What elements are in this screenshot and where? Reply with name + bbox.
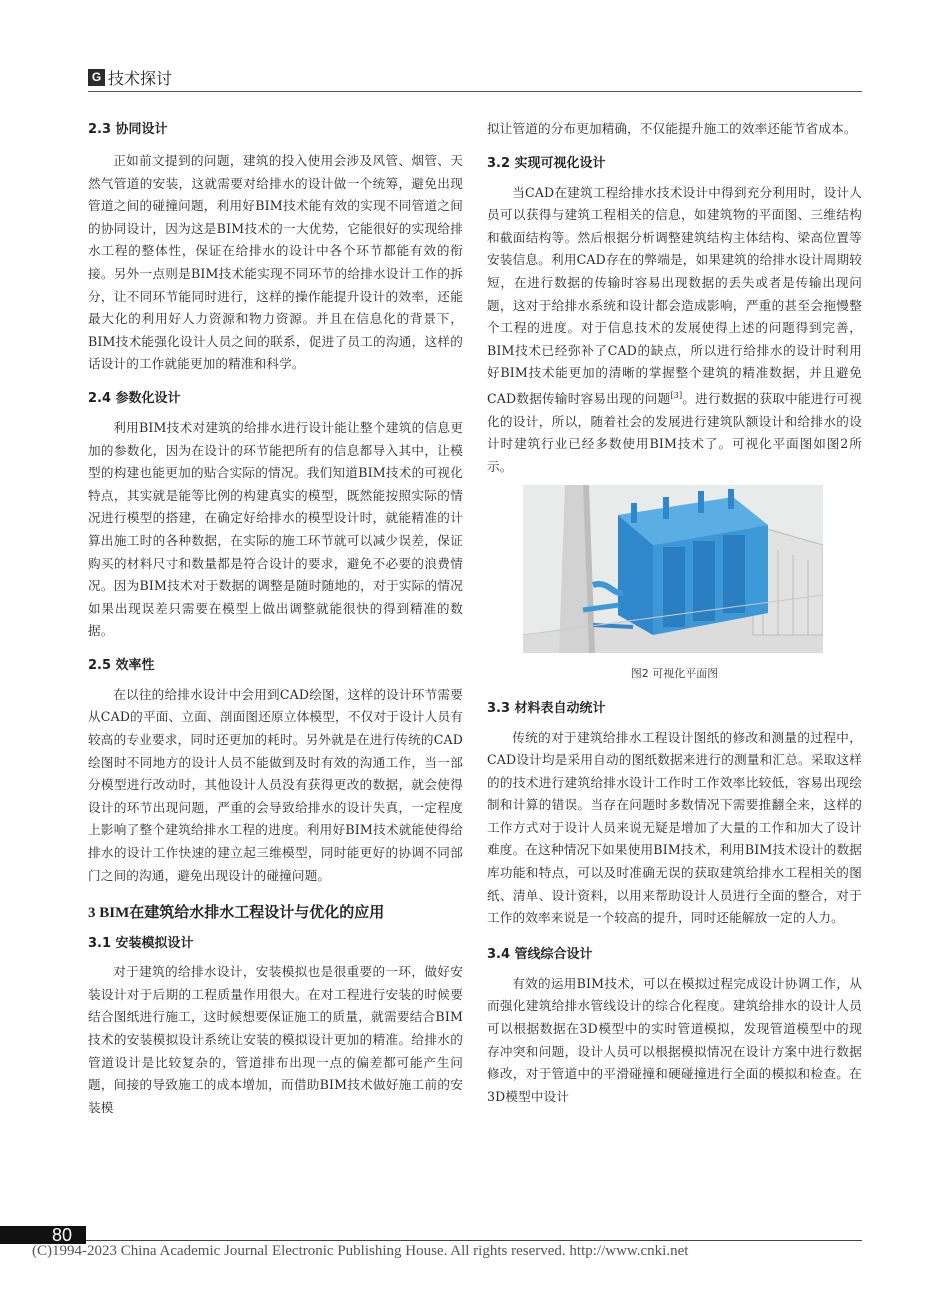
right-column: [487, 118, 862, 1108]
section-3-1-paragraph: 对于建筑的给排水设计，安装模拟也是很重要的一环，做好安装设计对于后期的工程质量作用很大。在对工程进行安装的时候要结合图纸进行施工，这时候想要保证施工的质量，就需要结合BIM技术的安装模拟设计系统让安装的模拟设计更加的精准。给排水的管道设计是比较复杂的，管道排布出现一点的偏差都可能产生问题，间接的导致施工的成本增加，而借助BIM技术做好施工前的安装模: [88, 964, 463, 1115]
section-2-5-paragraph: 在以往的给排水设计中会用到CAD绘图，这样的设计环节需要从CAD的平面、立面、剖面图还原立体模型，不仅对于设计人员有较高的专业要求，同时还更加的耗时。另外就是在进行传统的CAD绘图时不同地方的设计人员不能做到及时有效的沟通工作，当一部分模型进行改动时，其他设计人员没有获得更改的数据，就会使得设计的环节出现问题，严重的会导致给排水的设计失真，一定程度上影响了整个建筑给排水工程的进度。利用好BIM技术就能使得给排水的设计工作快速的建立起三维模型，同时能更好的协调不同部门之间的沟通，避免出现设计的碰撞问题。: [88, 686, 463, 883]
page-number-text: 80: [51, 1225, 72, 1245]
footer-divider: [86, 1240, 862, 1241]
section-3-3-paragraph: 传统的对于建筑给排水工程设计图纸的修改和测量的过程中， CAD设计均是采用自动的图纸数据来进行的测量和汇总。采取这样的的技术进行建筑给排水设计工作时工作效率比较低，容易出现绘制和计算的错误。当存在问题时多数情况下需要推翻全来，这样的工作方式对于设计人员来说无疑是增加了大量的工作和加大了设计难度。在这种情况下如果使用BIM技术，利用BIM技术设计的数据库功能和特点，可以及时准确无误的获取建筑给排水工程相关的图纸、清单、设计资料，以用来帮助设计人员进行全面的整合，对于工作的效率来说是一个较高的提升，同时还能解放一定的人力。: [487, 729, 862, 926]
continued-paragraph: 拟让管道的分布更加精确，不仅能提升施工的效率还能节省成本。: [487, 121, 857, 136]
section-3-2-text-b: 。进行数据的获取中能进行可视化的设计，所以，随着社会的发展进行建筑队额设计和给排水的设计时建筑行业已经多数使用BIM技术了。可视化平面图如图2所示。: [487, 391, 862, 474]
page-number: [0, 1226, 86, 1244]
section-3-1-heading: 3.1 安装模拟设计: [88, 936, 194, 952]
section-header-title: 技术探讨: [108, 68, 173, 88]
bim-3d-model-illustration: [523, 485, 823, 653]
header-divider: [88, 91, 862, 92]
section-2-4-heading: 2.4 参数化设计: [88, 390, 181, 406]
section-2-4-paragraph: 利用BIM技术对建筑的给排水进行设计能让整个建筑的信息更加的参数化，因为在设计的环节能把所有的信息都导入其中，让模型的构建也能更加的贴合实际的情况。我们知道BIM技术的可视化特点，其实就是能等比例的构建真实的模型，既然能按照实际的情况进行模型的搭建，在确定好给排水的模型设计时，就能精准的计算出施工时的各种数据，在实际的施工环节就可以减少误差，保证购买的材料尺寸和数量都是符合设计的要求，避免不必要的浪费情况。因为BIM技术对于数据的调整是随时随地的，对于实际的情况如果出现误差只需要在模型上做出调整就能很快的得到精准的数据。: [88, 419, 463, 639]
section-3-3-heading: 3.3 材料表自动统计: [487, 700, 606, 716]
left-column: [88, 118, 463, 1119]
section-3-4-heading: 3.4 管线综合设计: [487, 946, 593, 962]
section-2-3-paragraph: 正如前文提到的问题，建筑的投入使用会涉及风管、烟管、天然气管道的安装，这就需要对给排水的设计做一个统筹，避免出现管道之间的碰撞问题，利用好BIM技术能有效的实现不同管道之间的协同设计，因为这是BIM技术的一大优势，它能很好的实现给排水工程的整体性，保证在给排水的设计中各个环节都能有效的衔接。另外一点则是BIM技术能实现不同环节的给排水设计工作的拆分，让不同环节能同时进行，这样的操作能提升设计的效率，还能最大化的利用好人力资源和物力资源。并且在信息化的背景下，BIM技术能强化设计人员之间的联系，促进了员工的沟通，这样的话设计的工作就能更加的精准和科学。: [88, 153, 463, 372]
section-3-heading: 3 BIM在建筑给水排水工程设计与优化的应用: [88, 905, 385, 922]
section-2-3-heading: 2.3 协同设计: [88, 122, 168, 137]
citation-ref: [3]: [670, 390, 683, 400]
section-3-2-paragraph: [487, 182, 862, 479]
journal-logo-icon: G: [88, 69, 105, 86]
copyright-notice: (C)1994-2023 China Academic Journal Electronic Publishing House. All rights reserved. http://www.cnki.net: [32, 1243, 689, 1259]
figure-2-image: [523, 485, 823, 653]
running-header: [88, 66, 172, 88]
section-3-4-paragraph: 有效的运用BIM技术，可以在模拟过程完成设计协调工作，从而强化建筑给排水管线设计的综合化程度。建筑给排水的设计人员可以根据数据在3D模型中的实时管道模拟，发现管道模型中的现存冲突和问题，设计人员可以根据模拟情况在设计方案中进行数据修改，对于管道中的平滑碰撞和硬碰撞进行全面的模拟和检查。在3D模型中设计: [487, 975, 862, 1104]
section-3-2-text-a: 当CAD在建筑工程给排水技术设计中得到充分利用时，设计人员可以获得与建筑工程相关的信息，如建筑物的平面图、三维结构和截面结构等。然后根据分析调整建筑结构主体结构、梁高位置等安装信息。利用CAD存在的弊端是，如果建筑的给排水设计周期较短，在进行数据的传输时容易出现数据的丢失或者是传输出现问题，这对于给排水系统和设计都会造成影响，严重的甚至会拖慢整个工程的进度。对于信息技术的发展使得上述的问题得到完善，BIM技术已经弥补了CAD的缺点，所以进行给排水的设计时利用好BIM技术能更加的清晰的掌握整个建筑的精准数据，并且避免CAD数据传输时容易出现的问题: [487, 184, 862, 407]
figure-2-caption: 图2 可视化平面图: [630, 666, 719, 680]
section-3-2-heading: 3.2 实现可视化设计: [487, 155, 606, 171]
section-2-5-heading: 2.5 效率性: [88, 657, 155, 673]
